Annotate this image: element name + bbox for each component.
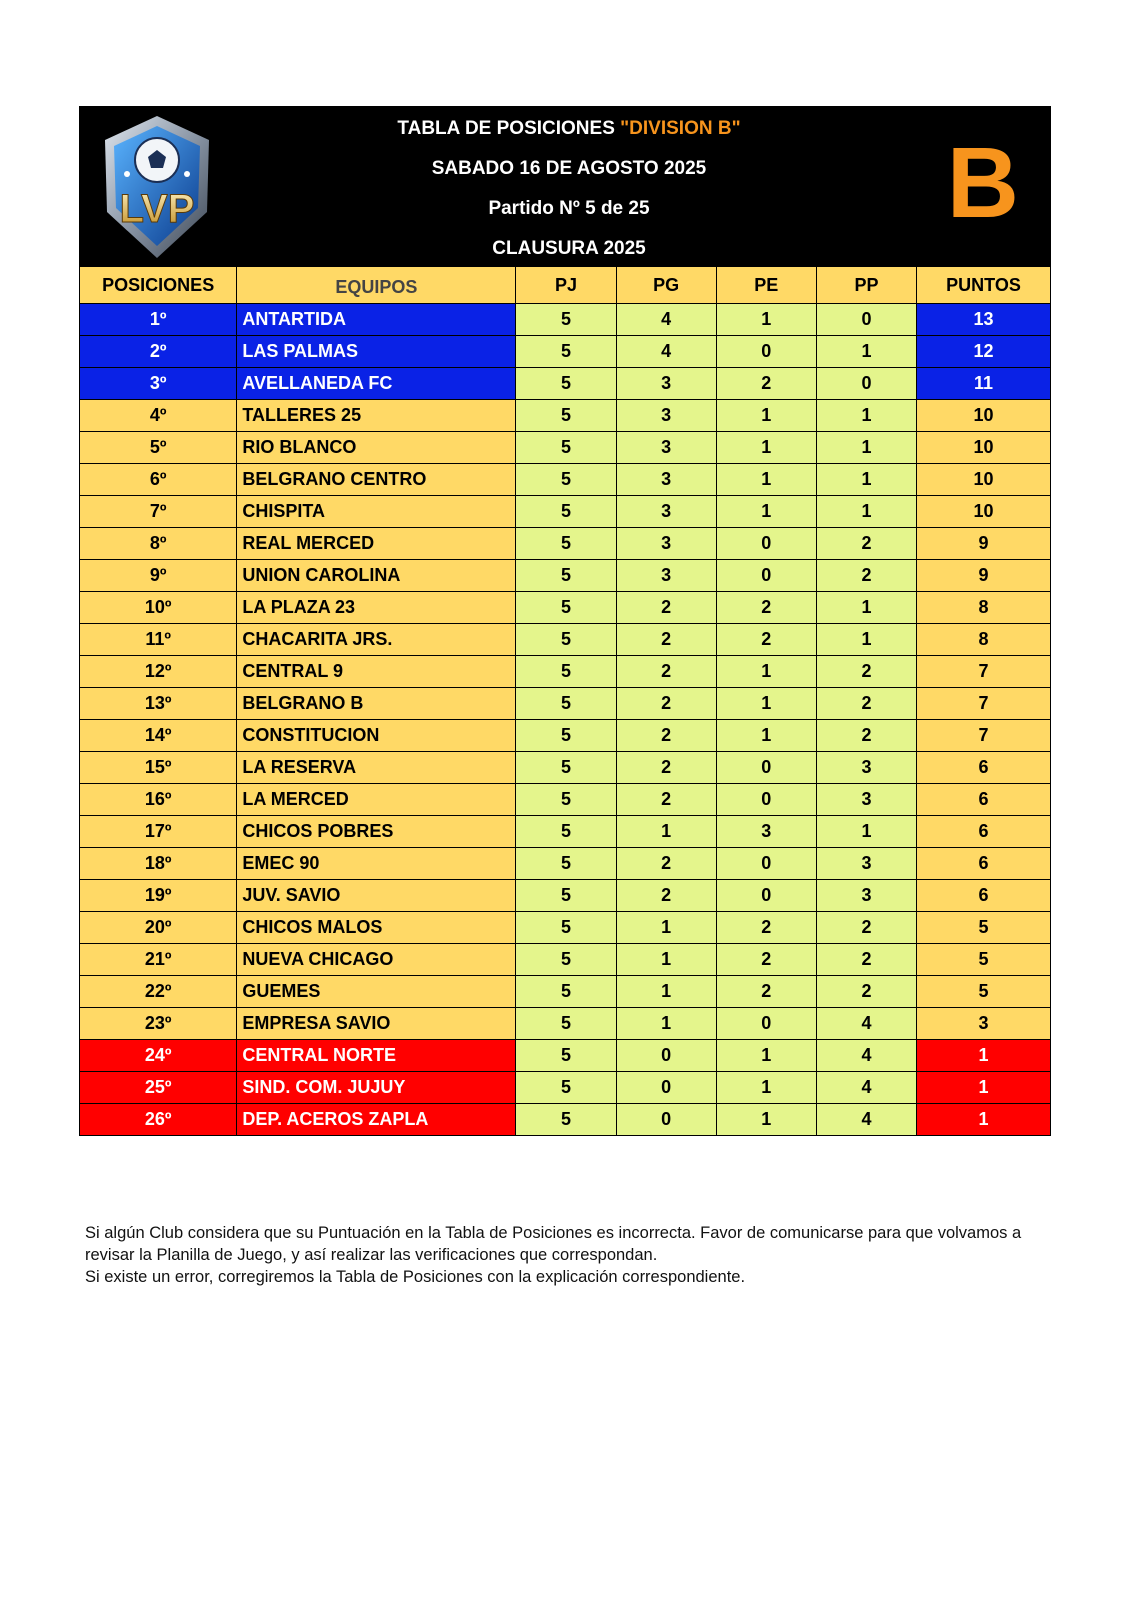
cell-pg: 0: [616, 1072, 716, 1104]
cell-pg: 2: [616, 656, 716, 688]
cell-points: 6: [917, 816, 1051, 848]
cell-pp: 2: [816, 528, 916, 560]
cell-position: 24º: [80, 1040, 237, 1072]
cell-pj: 5: [516, 1104, 616, 1136]
title-text: TABLA DE POSICIONES: [397, 118, 621, 139]
cell-position: 17º: [80, 816, 237, 848]
cell-pe: 2: [716, 944, 816, 976]
cell-pj: 5: [516, 944, 616, 976]
cell-pj: 5: [516, 752, 616, 784]
standings-sheet: [79, 106, 1051, 1136]
cell-pe: 1: [716, 1072, 816, 1104]
cell-team: TALLERES 25: [237, 400, 516, 432]
col-header-pg: PG: [616, 267, 716, 304]
table-row: [80, 528, 1051, 560]
cell-pg: 4: [616, 336, 716, 368]
cell-pp: 0: [816, 368, 916, 400]
cell-team: GUEMES: [237, 976, 516, 1008]
cell-position: 7º: [80, 496, 237, 528]
cell-team: CENTRAL NORTE: [237, 1040, 516, 1072]
cell-pg: 3: [616, 496, 716, 528]
cell-pe: 2: [716, 976, 816, 1008]
date-line: SABADO 16 DE AGOSTO 2025: [431, 158, 707, 179]
cell-points: 1: [917, 1072, 1051, 1104]
cell-points: 6: [917, 880, 1051, 912]
cell-points: 5: [917, 944, 1051, 976]
cell-pp: 1: [816, 496, 916, 528]
cell-points: 10: [917, 496, 1051, 528]
table-row: [80, 304, 1051, 336]
cell-team: LAS PALMAS: [237, 336, 516, 368]
table-row: [80, 752, 1051, 784]
cell-pg: 1: [616, 816, 716, 848]
cell-position: 16º: [80, 784, 237, 816]
cell-pe: 1: [716, 1040, 816, 1072]
cell-team: NUEVA CHICAGO: [237, 944, 516, 976]
cell-pp: 4: [816, 1008, 916, 1040]
cell-pe: 1: [716, 720, 816, 752]
cell-pj: 5: [516, 464, 616, 496]
table-row: [80, 496, 1051, 528]
table-row: [80, 1104, 1051, 1136]
cell-pj: 5: [516, 784, 616, 816]
cell-pe: 2: [716, 624, 816, 656]
cell-pe: 0: [716, 336, 816, 368]
cell-team: DEP. ACEROS ZAPLA: [237, 1104, 516, 1136]
table-row: [80, 880, 1051, 912]
cell-points: 10: [917, 400, 1051, 432]
table-row: [80, 976, 1051, 1008]
standings-table: [79, 266, 1051, 1136]
cell-position: 20º: [80, 912, 237, 944]
table-row: [80, 1008, 1051, 1040]
table-row: [80, 368, 1051, 400]
table-row: [80, 560, 1051, 592]
cell-pj: 5: [516, 432, 616, 464]
table-row: [80, 1040, 1051, 1072]
cell-team: SIND. COM. JUJUY: [237, 1072, 516, 1104]
cell-pp: 3: [816, 784, 916, 816]
cell-pe: 1: [716, 1104, 816, 1136]
cell-pj: 5: [516, 336, 616, 368]
cell-pg: 2: [616, 752, 716, 784]
cell-pp: 2: [816, 656, 916, 688]
cell-pp: 2: [816, 944, 916, 976]
cell-pe: 2: [716, 592, 816, 624]
cell-pp: 0: [816, 304, 916, 336]
table-row: [80, 336, 1051, 368]
cell-pj: 5: [516, 560, 616, 592]
col-header-equipos: EQUIPOS: [237, 267, 516, 304]
cell-points: 12: [917, 336, 1051, 368]
cell-pg: 2: [616, 688, 716, 720]
footer-note: [85, 1222, 1045, 1288]
cell-team: LA PLAZA 23: [237, 592, 516, 624]
cell-points: 8: [917, 592, 1051, 624]
cell-pp: 2: [816, 976, 916, 1008]
cell-pj: 5: [516, 1040, 616, 1072]
cell-team: CENTRAL 9: [237, 656, 516, 688]
note-paragraph-2: Si existe un error, corregiremos la Tabla de Posiciones con la explicación correspondiente.: [85, 1268, 746, 1286]
cell-pg: 3: [616, 464, 716, 496]
cell-pj: 5: [516, 304, 616, 336]
cell-position: 9º: [80, 560, 237, 592]
cell-team: CHACARITA JRS.: [237, 624, 516, 656]
col-header-pp: PP: [816, 267, 916, 304]
cell-points: 6: [917, 848, 1051, 880]
col-header-pe: PE: [716, 267, 816, 304]
table-row: [80, 1072, 1051, 1104]
cell-pe: 0: [716, 880, 816, 912]
cell-pe: 0: [716, 848, 816, 880]
cell-position: 3º: [80, 368, 237, 400]
cell-team: CHICOS MALOS: [237, 912, 516, 944]
lvp-logo: [97, 112, 217, 262]
cell-position: 4º: [80, 400, 237, 432]
cell-pg: 2: [616, 848, 716, 880]
cell-pe: 1: [716, 496, 816, 528]
cell-pe: 3: [716, 816, 816, 848]
table-row: [80, 720, 1051, 752]
cell-pg: 2: [616, 784, 716, 816]
cell-position: 8º: [80, 528, 237, 560]
cell-team: UNION CAROLINA: [237, 560, 516, 592]
cell-pg: 4: [616, 304, 716, 336]
cell-points: 1: [917, 1040, 1051, 1072]
cell-position: 15º: [80, 752, 237, 784]
cell-pj: 5: [516, 1072, 616, 1104]
table-row: [80, 848, 1051, 880]
cell-pp: 3: [816, 752, 916, 784]
cell-pg: 1: [616, 944, 716, 976]
table-row: [80, 432, 1051, 464]
cell-pj: 5: [516, 880, 616, 912]
cell-pg: 1: [616, 976, 716, 1008]
col-header-pj: PJ: [516, 267, 616, 304]
cell-pe: 1: [716, 432, 816, 464]
cell-pj: 5: [516, 976, 616, 1008]
cell-points: 11: [917, 368, 1051, 400]
cell-pg: 1: [616, 912, 716, 944]
title-block: [239, 116, 899, 276]
cell-pp: 4: [816, 1104, 916, 1136]
cell-points: 5: [917, 976, 1051, 1008]
table-row: [80, 592, 1051, 624]
cell-pj: 5: [516, 912, 616, 944]
cell-points: 10: [917, 464, 1051, 496]
table-row: [80, 816, 1051, 848]
cell-team: EMEC 90: [237, 848, 516, 880]
cell-pe: 0: [716, 560, 816, 592]
cell-pg: 2: [616, 624, 716, 656]
cell-pp: 1: [816, 432, 916, 464]
cell-pp: 4: [816, 1072, 916, 1104]
cell-points: 1: [917, 1104, 1051, 1136]
cell-team: LA RESERVA: [237, 752, 516, 784]
division-name: "DIVISION B": [620, 118, 741, 139]
cell-points: 13: [917, 304, 1051, 336]
cell-pe: 1: [716, 400, 816, 432]
cell-position: 22º: [80, 976, 237, 1008]
cell-team: LA MERCED: [237, 784, 516, 816]
cell-position: 5º: [80, 432, 237, 464]
cell-pe: 0: [716, 528, 816, 560]
cell-pp: 1: [816, 336, 916, 368]
note-paragraph-1: Si algún Club considera que su Puntuación en la Tabla de Posiciones es incorrecta. Favor de comunicarse para que volvamos a revisar la Planilla de Juego, y así realizar las verificaciones que correspondan.: [85, 1224, 1022, 1264]
cell-pg: 1: [616, 1008, 716, 1040]
cell-pg: 3: [616, 432, 716, 464]
cell-position: 10º: [80, 592, 237, 624]
cell-points: 7: [917, 720, 1051, 752]
cell-position: 13º: [80, 688, 237, 720]
cell-points: 9: [917, 560, 1051, 592]
cell-position: 25º: [80, 1072, 237, 1104]
cell-pj: 5: [516, 816, 616, 848]
cell-team: ANTARTIDA: [237, 304, 516, 336]
cell-pj: 5: [516, 624, 616, 656]
cell-pp: 2: [816, 912, 916, 944]
cell-team: RIO BLANCO: [237, 432, 516, 464]
table-row: [80, 784, 1051, 816]
cell-position: 21º: [80, 944, 237, 976]
col-header-puntos: PUNTOS: [917, 267, 1051, 304]
cell-pp: 1: [816, 592, 916, 624]
cell-team: BELGRANO CENTRO: [237, 464, 516, 496]
cell-pj: 5: [516, 592, 616, 624]
svg-text:LVP: LVP: [119, 187, 195, 231]
division-letter: B: [946, 127, 1019, 239]
cell-pg: 3: [616, 400, 716, 432]
table-row: [80, 464, 1051, 496]
cell-position: 14º: [80, 720, 237, 752]
tournament-line: CLAUSURA 2025: [492, 238, 646, 259]
cell-pg: 0: [616, 1104, 716, 1136]
cell-pj: 5: [516, 1008, 616, 1040]
cell-points: 6: [917, 752, 1051, 784]
cell-pp: 2: [816, 720, 916, 752]
table-row: [80, 688, 1051, 720]
cell-position: 6º: [80, 464, 237, 496]
cell-points: 7: [917, 688, 1051, 720]
cell-team: EMPRESA SAVIO: [237, 1008, 516, 1040]
cell-pg: 0: [616, 1040, 716, 1072]
cell-team: CONSTITUCION: [237, 720, 516, 752]
cell-points: 8: [917, 624, 1051, 656]
cell-pe: 0: [716, 1008, 816, 1040]
header-banner: [79, 106, 1051, 266]
title-line: [239, 116, 899, 156]
cell-pp: 1: [816, 624, 916, 656]
cell-pj: 5: [516, 848, 616, 880]
cell-points: 9: [917, 528, 1051, 560]
cell-pj: 5: [516, 656, 616, 688]
cell-team: CHISPITA: [237, 496, 516, 528]
cell-pe: 0: [716, 752, 816, 784]
cell-team: REAL MERCED: [237, 528, 516, 560]
cell-points: 6: [917, 784, 1051, 816]
cell-pj: 5: [516, 688, 616, 720]
table-row: [80, 624, 1051, 656]
cell-pg: 2: [616, 880, 716, 912]
cell-position: 1º: [80, 304, 237, 336]
table-row: [80, 400, 1051, 432]
cell-points: 5: [917, 912, 1051, 944]
cell-position: 12º: [80, 656, 237, 688]
cell-pp: 1: [816, 464, 916, 496]
table-row: [80, 656, 1051, 688]
cell-points: 3: [917, 1008, 1051, 1040]
cell-position: 11º: [80, 624, 237, 656]
cell-team: BELGRANO B: [237, 688, 516, 720]
cell-pp: 2: [816, 560, 916, 592]
cell-pe: 1: [716, 464, 816, 496]
cell-pp: 3: [816, 880, 916, 912]
cell-pe: 1: [716, 656, 816, 688]
cell-pj: 5: [516, 720, 616, 752]
cell-team: JUV. SAVIO: [237, 880, 516, 912]
cell-position: 23º: [80, 1008, 237, 1040]
cell-pg: 2: [616, 720, 716, 752]
cell-team: AVELLANEDA FC: [237, 368, 516, 400]
table-row: [80, 944, 1051, 976]
cell-position: 2º: [80, 336, 237, 368]
cell-pp: 4: [816, 1040, 916, 1072]
cell-pp: 1: [816, 816, 916, 848]
match-line: Partido Nº 5 de 25: [488, 198, 650, 219]
cell-position: 19º: [80, 880, 237, 912]
cell-pg: 3: [616, 528, 716, 560]
cell-pg: 3: [616, 560, 716, 592]
cell-position: 26º: [80, 1104, 237, 1136]
cell-pj: 5: [516, 400, 616, 432]
cell-pe: 2: [716, 368, 816, 400]
cell-pp: 3: [816, 848, 916, 880]
cell-pp: 2: [816, 688, 916, 720]
cell-pe: 1: [716, 304, 816, 336]
cell-pj: 5: [516, 528, 616, 560]
col-header-posiciones: POSICIONES: [80, 267, 237, 304]
cell-pg: 3: [616, 368, 716, 400]
cell-pg: 2: [616, 592, 716, 624]
cell-points: 10: [917, 432, 1051, 464]
cell-pp: 1: [816, 400, 916, 432]
cell-pe: 1: [716, 688, 816, 720]
cell-position: 18º: [80, 848, 237, 880]
cell-points: 7: [917, 656, 1051, 688]
cell-team: CHICOS POBRES: [237, 816, 516, 848]
cell-pj: 5: [516, 368, 616, 400]
cell-pj: 5: [516, 496, 616, 528]
table-row: [80, 912, 1051, 944]
cell-pe: 0: [716, 784, 816, 816]
cell-pe: 2: [716, 912, 816, 944]
